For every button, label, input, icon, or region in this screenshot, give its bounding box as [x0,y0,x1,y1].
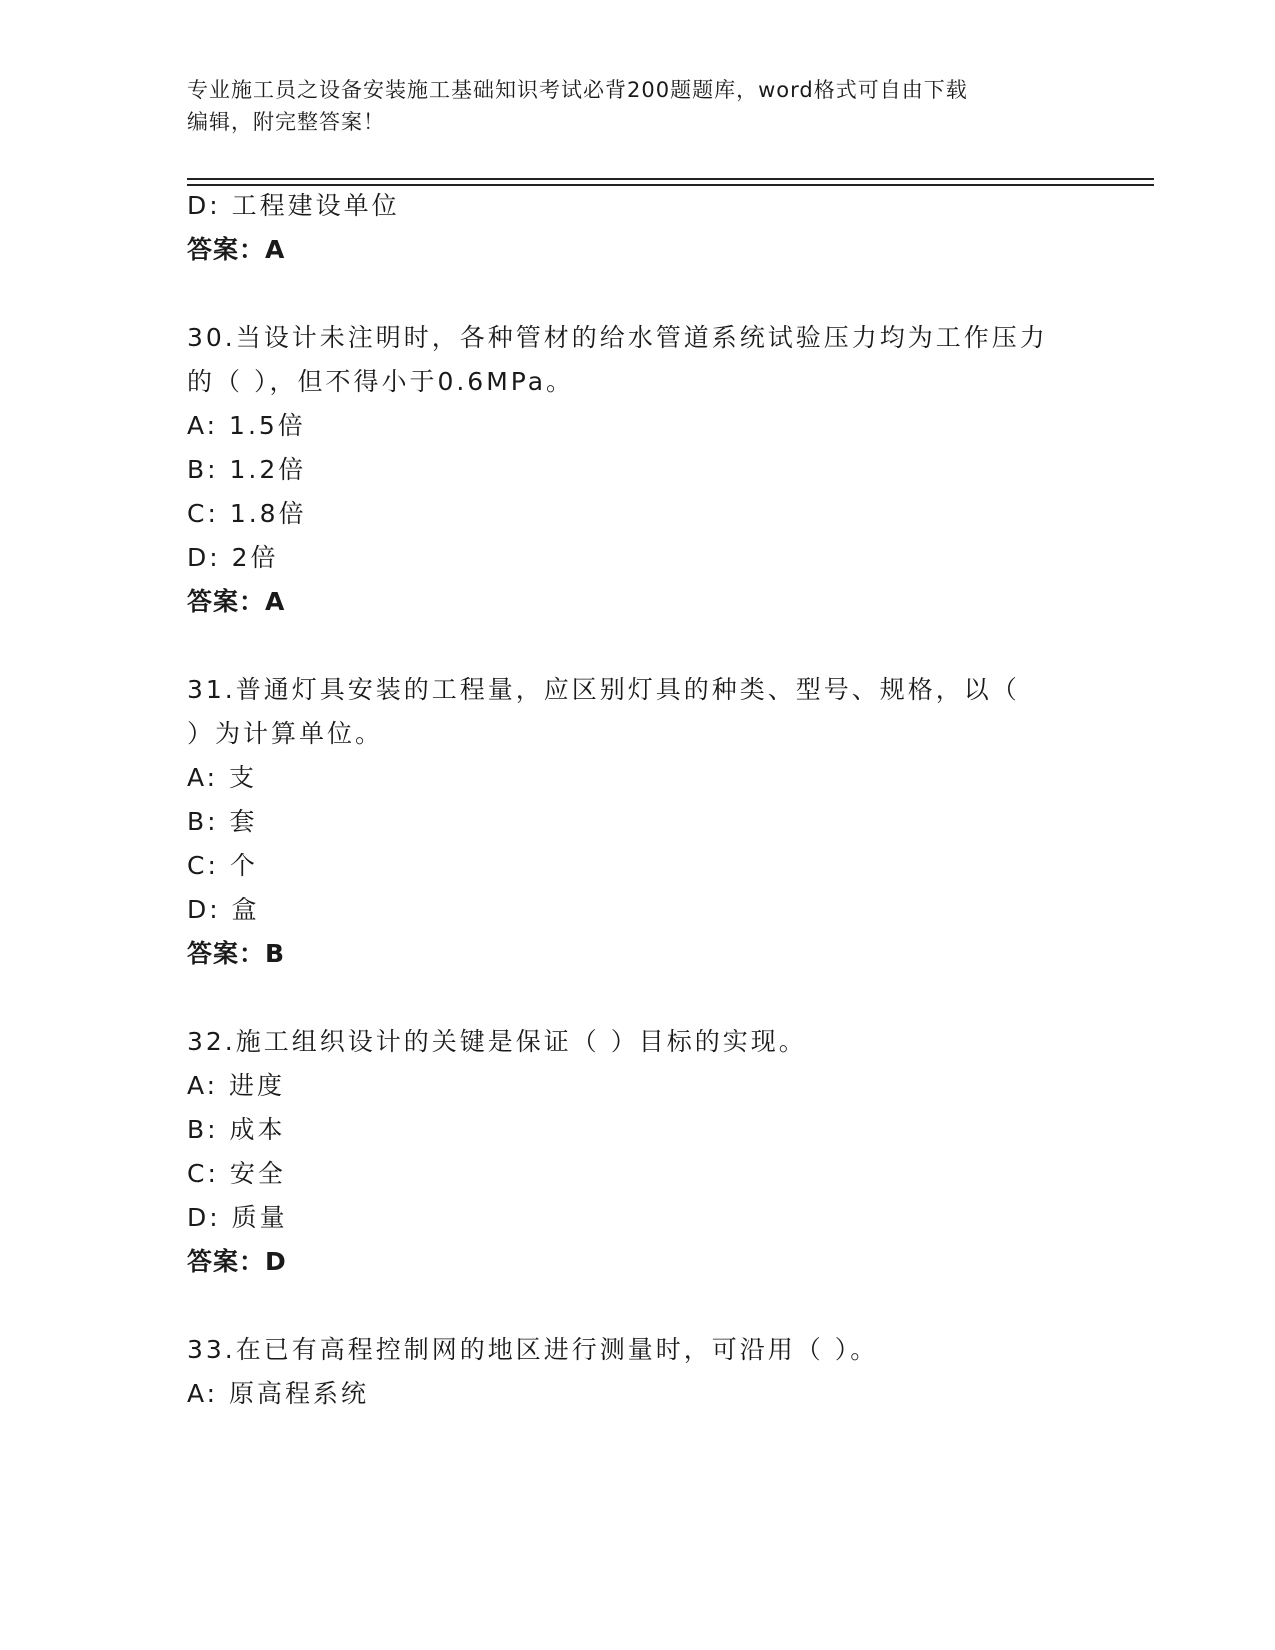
q33-option-a: A: 原高程系统 [187,1379,370,1408]
q32-option-c: C: 安全 [187,1159,286,1188]
document-header [187,74,1087,138]
q31-option-c: C: 个 [187,851,258,880]
q30-option-c: C: 1.8倍 [187,499,307,528]
prev-answer: 答案：A [187,235,286,264]
q30-answer: 答案：A [187,587,286,616]
q30-stem-line-1: 30.当设计未注明时，各种管材的给水管道系统试验压力均为工作压力 [187,323,1048,352]
q32-option-a: A: 进度 [187,1071,286,1100]
q30-option-d: D: 2倍 [187,543,279,572]
q32-answer: 答案：D [187,1247,287,1276]
q33-stem-line-1: 33.在已有高程控制网的地区进行测量时，可沿用（ ）。 [187,1335,879,1364]
header-divider-top [187,178,1154,180]
q31-option-a: A: 支 [187,763,258,792]
q30-option-b: B: 1.2倍 [187,455,307,484]
q32-option-d: D: 质量 [187,1203,288,1232]
q32-option-b: B: 成本 [187,1115,286,1144]
q31-stem-line-2: ）为计算单位。 [187,719,384,748]
q31-option-b: B: 套 [187,807,258,836]
q32-stem-line-1: 32.施工组织设计的关键是保证（ ）目标的实现。 [187,1027,807,1056]
q31-stem-line-1: 31.普通灯具安装的工程量，应区别灯具的种类、型号、规格，以（ [187,675,1020,704]
q31-option-d: D: 盒 [187,895,260,924]
q31-answer: 答案：B [187,939,286,968]
q30-stem-line-2: 的（ ），但不得小于0.6MPa。 [187,367,575,396]
prev-option-d: D: 工程建设单位 [187,191,400,220]
header-line-2: 编辑，附完整答案！ [187,110,385,134]
header-line-1: 专业施工员之设备安装施工基础知识考试必背200题题库，word格式可自由下载 [187,78,968,102]
q30-option-a: A: 1.5倍 [187,411,306,440]
header-divider-bottom [187,184,1154,186]
